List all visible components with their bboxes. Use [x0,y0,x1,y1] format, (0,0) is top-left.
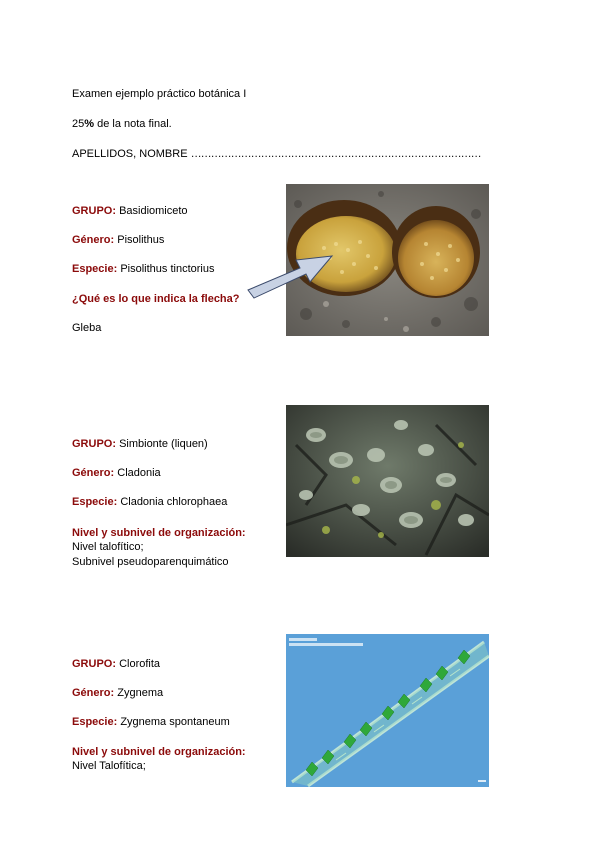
specimen-3-question [72,746,246,758]
specimen-2-answer-2: Subnivel pseudoparenquimático [72,556,229,568]
species-value: Zygnema spontaneum [120,716,230,728]
specimen-1-genus [72,234,164,246]
specimen-1-question [72,292,262,306]
species-value: Pisolithus tinctorius [120,263,215,275]
genus-label: Género: [72,467,115,479]
specimen-2-genus [72,467,161,479]
grade-weight-percent: % [84,118,95,130]
question-label: Nivel y subnivel de organización: [72,527,246,539]
grade-weight-text: de la nota final. [94,118,172,130]
species-label: Especie: [72,496,118,508]
specimen-2-species [72,496,227,508]
group-value: Simbionte (liquen) [119,438,208,450]
question-label: Nivel y subnivel de organización: [72,746,246,758]
specimen-2-question [72,527,246,539]
genus-label: Género: [72,687,115,699]
student-name-label: APELLIDOS, NOMBRE [72,148,188,160]
zygnema-illustration [286,634,489,787]
specimen-3-genus [72,687,163,699]
exam-title: Examen ejemplo práctico botánica I [72,88,247,100]
student-name-dots: …………………………………………………………………………… [190,148,481,160]
species-label: Especie: [72,716,118,728]
genus-value: Cladonia [117,467,161,479]
specimen-3-species [72,716,230,728]
specimen-1-answer: Gleba [72,322,102,334]
grade-weight [72,118,172,130]
group-value: Basidiomiceto [119,205,188,217]
arrow-pointer [240,238,340,308]
specimen-1-group [72,205,188,217]
specimen-1-species [72,263,214,275]
specimen-2-group [72,438,208,450]
cladonia-illustration [286,405,489,557]
genus-value: Zygnema [117,687,164,699]
genus-label: Género: [72,234,115,246]
question-label: ¿Qué es lo que indica la flecha? [72,293,240,305]
student-name-line [72,148,481,160]
grade-weight-number: 25 [72,118,85,130]
genus-value: Pisolithus [117,234,165,246]
specimen-3-group [72,658,160,670]
species-label: Especie: [72,263,118,275]
specimen-3-answer: Nivel Talofítica; [72,760,146,772]
scale-bar [478,780,486,782]
zygnema-photo [286,634,489,787]
group-label: GRUPO: [72,205,116,217]
species-value: Cladonia chlorophaea [120,496,228,508]
group-label: GRUPO: [72,438,116,450]
group-label: GRUPO: [72,658,116,670]
specimen-2-answer-1: Nivel talofítico; [72,541,144,553]
group-value: Clorofita [119,658,161,670]
cladonia-photo [286,405,489,557]
